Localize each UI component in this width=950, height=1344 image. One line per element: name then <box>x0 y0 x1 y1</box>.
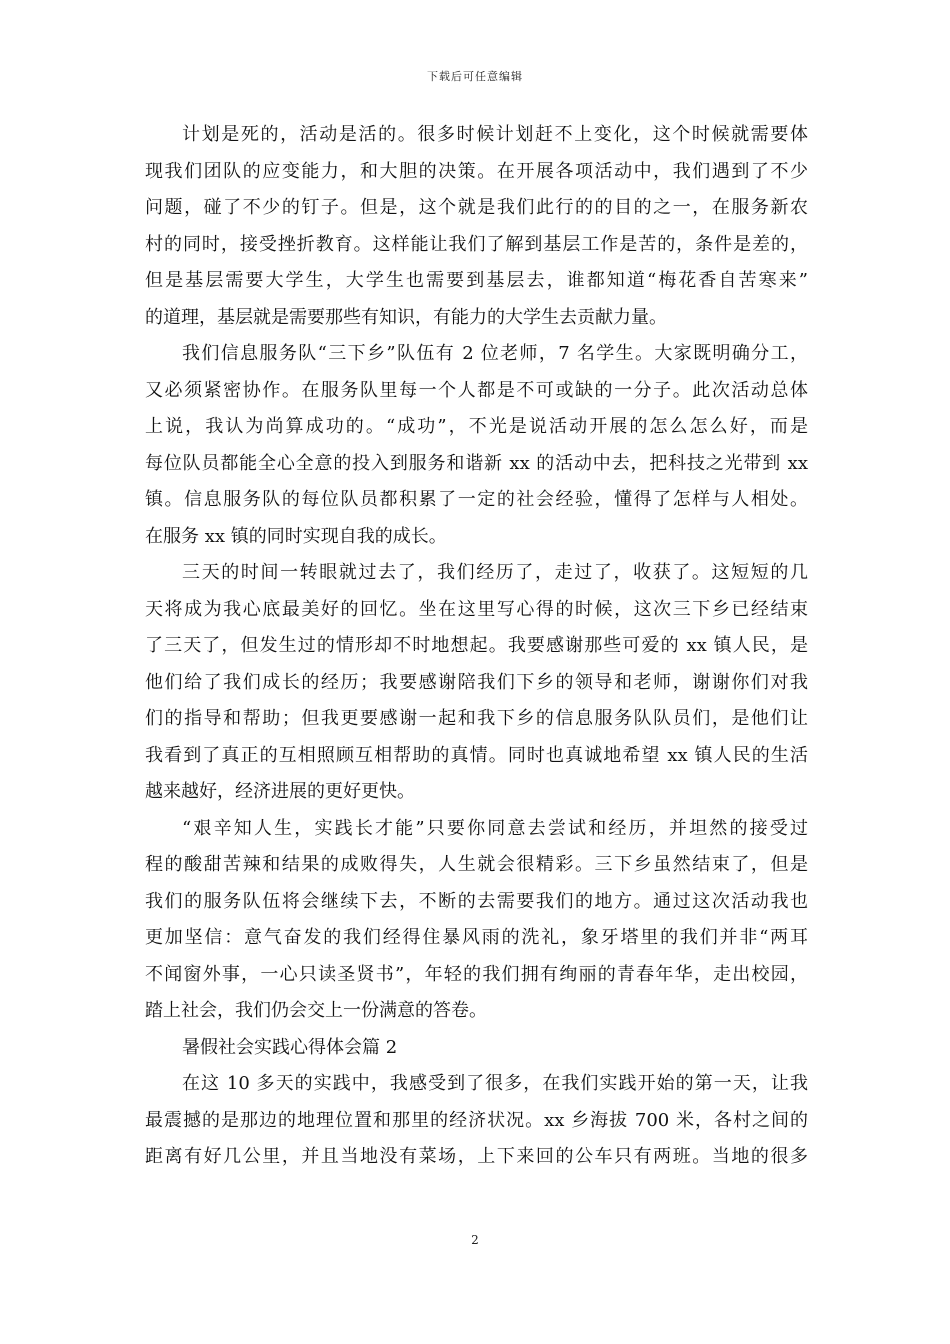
text-line: 踏上社会，我们仍会交上一份满意的答卷。 <box>145 1000 487 1021</box>
text-line: 我们信息服务队“三下乡”队伍有 2 位老师，7 名学生。大家既明确分工， <box>182 343 808 364</box>
text-line: 现我们团队的应变能力，和大胆的决策。在开展各项活动中，我们遇到了不少 <box>145 160 808 182</box>
text-line: 了三天了，但发生过的情形却不时地想起。我要感谢那些可爱的 xx 镇人民，是 <box>145 635 808 656</box>
text-line: 最震撼的是那边的地理位置和那里的经济状况。xx 乡海拔 700 米，各村之间的 <box>145 1109 808 1131</box>
text-line: 们的指导和帮助；但我更要感谢一起和我下乡的信息服务队队员们，是他们让 <box>145 708 808 729</box>
paragraph <box>145 336 808 555</box>
text-line: 镇。信息服务队的每位队员都积累了一定的社会经验，懂得了怎样与人相处。 <box>145 489 808 510</box>
text-line: 距离有好几公里，并且当地没有菜场，上下来回的公车只有两班。当地的很多 <box>145 1146 808 1167</box>
text-line: 不闻窗外事，一心只读圣贤书”，年轻的我们拥有绚丽的青春年华，走出校园， <box>145 963 808 985</box>
text-line: 程的酸甜苦辣和结果的成败得失，人生就会很精彩。三下乡虽然结束了，但是 <box>145 854 808 875</box>
text-line: 又必须紧密协作。在服务队里每一个人都是不可或缺的一分子。此次活动总体 <box>145 379 808 401</box>
text-line: 天将成为我心底最美好的回忆。坐在这里写心得的时候，这次三下乡已经结束 <box>145 598 808 620</box>
text-line: 他们给了我们成长的经历；我要感谢陪我们下乡的领导和老师，谢谢你们对我 <box>145 671 808 693</box>
text-line: 在这 10 多天的实践中，我感受到了很多，在我们实践开始的第一天，让我 <box>182 1073 808 1094</box>
paragraph <box>145 1066 808 1176</box>
section-heading-text: 暑假社会实践心得体会篇 2 <box>182 1036 398 1058</box>
text-line: 每位队员都能全心全意的投入到服务和谐新 xx 的活动中去，把科技之光带到 xx <box>145 452 808 474</box>
page-header: 下载后可任意编辑 <box>427 70 523 83</box>
text-line: 我看到了真正的互相照顾互相帮助的真情。同时也真诚地希望 xx 镇人民的生活 <box>145 744 808 766</box>
paragraph <box>145 117 808 336</box>
text-line: “艰辛知人生，实践长才能”只要你同意去尝试和经历，并坦然的接受过 <box>182 817 808 839</box>
text-line: 问题，碰了不少的钉子。但是，这个就是我们此行的的目的之一，在服务新农 <box>145 197 808 218</box>
text-line: 三天的时间一转眼就过去了，我们经历了，走过了，收获了。这短短的几 <box>182 562 808 583</box>
text-line: 但是基层需要大学生，大学生也需要到基层去，谁都知道“梅花香自苦寒来” <box>145 270 808 291</box>
text-line: 我们的服务队伍将会继续下去，不断的去需要我们的地方。通过这次活动我也 <box>145 890 808 912</box>
text-line: 计划是死的，活动是活的。很多时候计划赶不上变化，这个时候就需要体 <box>182 124 808 145</box>
text-line: 村的同时，接受挫折教育。这样能让我们了解到基层工作是苦的，条件是差的， <box>145 233 808 255</box>
text-line: 在服务 xx 镇的同时实现自我的成长。 <box>145 525 447 547</box>
document-body <box>145 117 808 1176</box>
paragraph <box>145 811 808 1030</box>
text-line: 更加坚信：意气奋发的我们经得住暴风雨的洗礼，象牙塔里的我们并非“两耳 <box>145 927 808 948</box>
text-line: 上说，我认为尚算成功的。“成功”，不光是说活动开展的怎么怎么好，而是 <box>145 416 808 437</box>
paragraph <box>145 555 808 811</box>
section-heading <box>145 1030 808 1067</box>
text-line: 的道理，基层就是需要那些有知识，有能力的大学生去贡献力量。 <box>145 306 667 328</box>
page-number: 2 <box>471 1233 479 1247</box>
text-line: 越来越好，经济进展的更好更快。 <box>145 781 415 802</box>
